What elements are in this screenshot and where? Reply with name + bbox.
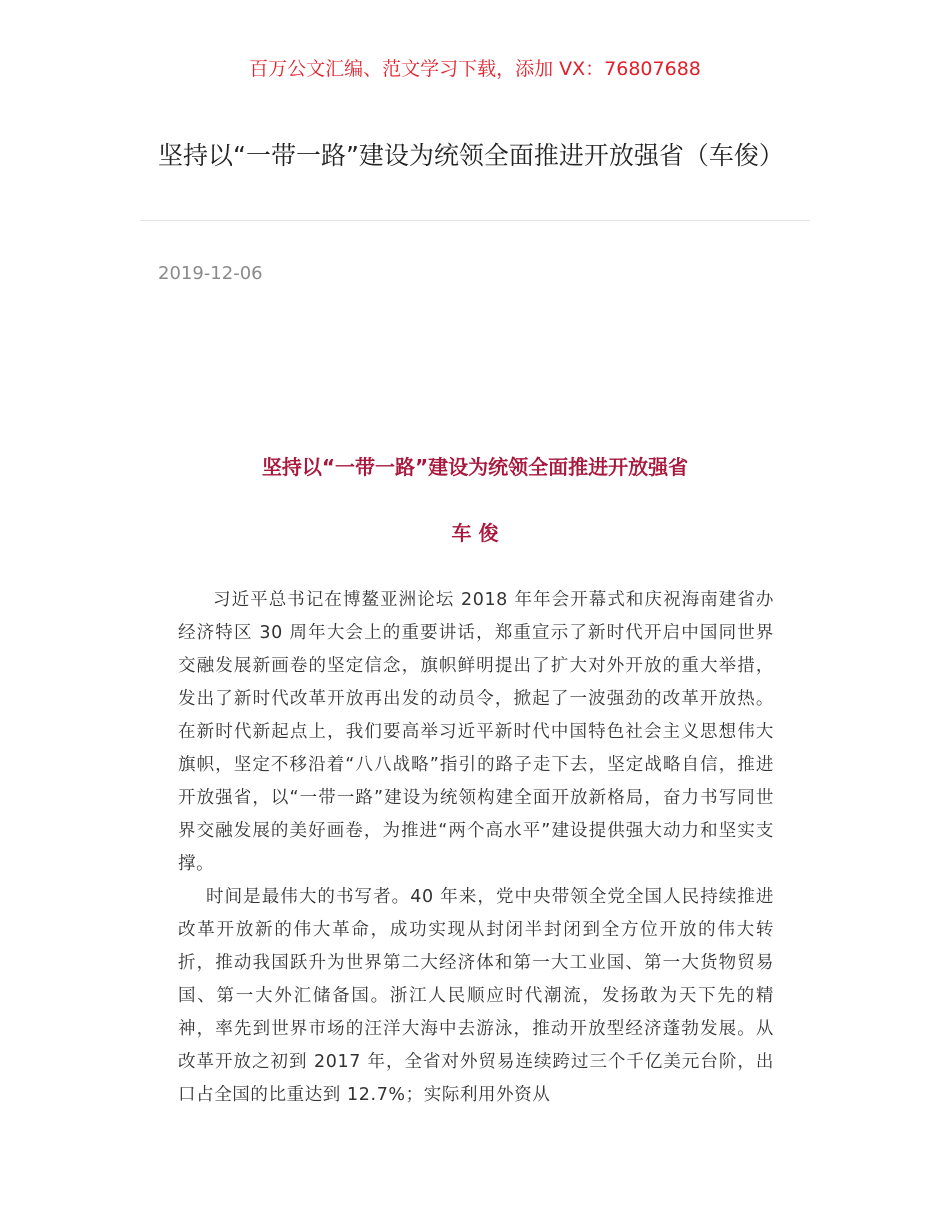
article-heading: 坚持以“一带一路”建设为统领全面推进开放强省 <box>261 455 689 479</box>
post-date: 2019-12-06 <box>158 263 263 284</box>
title-divider <box>140 220 810 221</box>
article-paragraph: 习近平总书记在博鳌亚洲论坛 2018 年年会开幕式和庆祝海南建省办经济特区 30 周年大会上的重要讲话，郑重宣示了新时代开启中国同世界交融发展新画卷的坚定信念，旗帜鲜明提出了扩大对外开放的重大举措，发出了新时代改革开放再出发的动员令，掀起了一波强劲的改革开放热。在新时代新起点上，我们要高举习近平新时代中国特色社会主义思想伟大旗帜，坚定不移沿着“八八战略”指引的路子走下去，坚定战略自信，推进开放强省，以“一带一路”建设为统领构建全面开放新格局，奋力书写同世界交融发展的美好画卷，为推进“两个高水平”建设提供强大动力和坚实支撑。 <box>178 590 774 874</box>
page-title: 坚持以“一带一路”建设为统领全面推进开放强省（车俊） <box>158 141 784 170</box>
article-author: 车 俊 <box>451 521 499 545</box>
article-paragraph: 时间是最伟大的书写者。40 年来，党中央带领全党全国人民持续推进改革开放新的伟大革命，成功实现从封闭半封闭到全方位开放的伟大转折，推动我国跃升为世界第二大经济体和第一大工业国、第一大货物贸易国、第一大外汇储备国。浙江人民顺应时代潮流，发扬敢为天下先的精神，率先到世界市场的汪洋大海中去游泳，推动开放型经济蓬勃发展。从改革开放之初到 2017 年，全省对外贸易连续跨过三个千亿美元台阶，出口占全国的比重达到 12.7%；实际利用外资从 <box>178 887 774 1105</box>
watermark-banner: 百万公文汇编、范文学习下载，添加 VX：76807688 <box>249 58 701 80</box>
article-body <box>178 584 774 1112</box>
